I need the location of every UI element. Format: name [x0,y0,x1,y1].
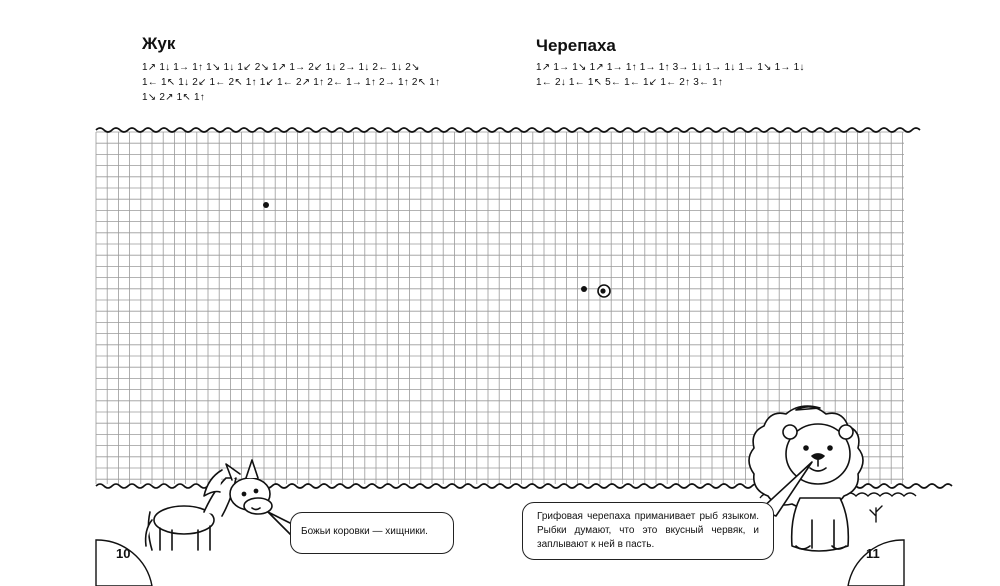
right-page-title: Черепаха [536,36,616,55]
right-instruction-line: 1← 2↓ 1← 1↖ 5← 1← 1↙ 1← 2↑ 3← 1↑ [536,77,724,88]
pony-illustration [146,460,272,550]
turtle-eye-icon [598,285,610,297]
left-instruction-line: 1↘ 2↗ 1↖ 1↑ [142,92,205,103]
right-page-number: 11 [866,546,880,561]
right-instruction-line: 1↗ 1→ 1↘ 1↗ 1→ 1↑ 1→ 1↑ 3→ 1↓ 1→ 1↓ 1→ 1↘ 1→ 1↓ [536,62,805,73]
bug-start-dot [263,202,269,208]
turtle-fact-text: Грифовая черепаха приманивает рыб языком. Рыбки думают, что это вкусный червяк, и заплывают к ней в пасть. [537,511,759,550]
ladybug-fact-text: Божьи коровки — хищники. [301,526,428,537]
grid-wavy-top-border [96,128,920,132]
left-instruction-line: 1↗ 1↓ 1→ 1↑ 1↘ 1↓ 1↙ 2↘ 1↗ 1→ 2↙ 1↓ 2→ 1↓ 2← 1↓ 2↘ [142,62,420,73]
left-instruction-line: 1← 1↖ 1↓ 2↙ 1← 2↖ 1↑ 1↙ 1← 2↗ 1↑ 2← 1→ 1↑ 2→ 1↑ 2↖ 1↑ [142,77,441,88]
left-page-number: 10 [116,546,131,561]
turtle-fact-bubble [522,502,774,560]
plant-illustration [870,506,882,522]
turtle-start-dot [581,286,587,292]
left-page-title: Жук [142,34,176,53]
ladybug-fact-bubble [290,512,454,554]
